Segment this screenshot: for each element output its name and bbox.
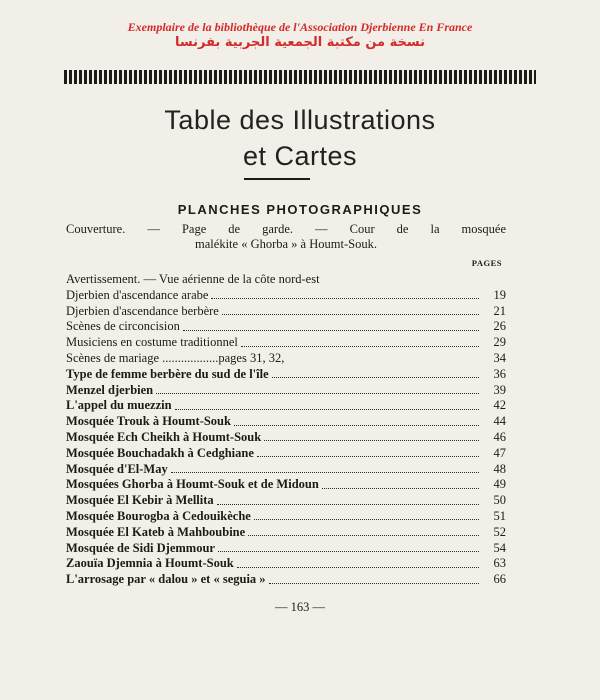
entry-label: Scènes de mariage ..................pages 31, 32, — [66, 350, 285, 365]
list-item — [66, 525, 506, 541]
page-title — [0, 102, 600, 174]
pages-column-label: PAGES — [471, 258, 502, 268]
entry-label: Djerbien d'ascendance berbère — [66, 303, 219, 318]
list-item — [66, 351, 506, 367]
list-item — [66, 319, 506, 335]
entry-label: Zaouïa Djemnia à Houmt-Souk — [66, 556, 234, 571]
dot-leader — [241, 346, 479, 347]
decorative-header-rule — [64, 70, 536, 84]
illustrations-list — [66, 272, 506, 588]
entry-label: L'appel du muezzin — [66, 398, 172, 413]
list-item — [66, 272, 506, 288]
cover-note-line-2: malékite « Ghorba » à Houmt-Souk. — [195, 237, 377, 251]
entry-page: 51 — [493, 508, 506, 523]
dot-leader — [234, 425, 479, 426]
library-watermark-french: Exemplaire de la bibliothèque de l'Association Djerbienne En France — [127, 20, 473, 34]
page-number: — 163 — — [275, 600, 325, 614]
dot-leader — [218, 551, 479, 552]
page-title-line-2: et Cartes — [242, 141, 358, 171]
dot-leader — [217, 504, 479, 505]
dot-leader — [211, 298, 479, 299]
dot-leader — [322, 488, 479, 489]
dot-leader — [264, 440, 479, 441]
entry-label: Mosquée d'El-May — [66, 461, 168, 476]
entry-page: 46 — [493, 429, 506, 444]
entry-label: Mosquée Bouchadakh à Cedghiane — [66, 445, 254, 460]
dot-leader — [272, 377, 479, 378]
dot-leader — [183, 330, 479, 331]
library-watermark-arabic: نسخة من مكتبة الجمعية الجربية بفرنسا — [175, 35, 425, 50]
list-item — [66, 572, 506, 588]
entry-label: L'arrosage par « dalou » et « seguia » — [66, 572, 266, 587]
entry-label: Mosquée de Sidi Djemmour — [66, 540, 215, 555]
cover-note — [66, 222, 506, 252]
entry-page: 52 — [493, 524, 506, 539]
list-item — [66, 367, 506, 383]
list-item — [66, 335, 506, 351]
entry-label: Mosquée El Kebir à Mellita — [66, 493, 214, 508]
entry-page: 19 — [493, 287, 506, 302]
entry-page: 66 — [493, 572, 506, 587]
dot-leader — [175, 409, 479, 410]
list-item — [66, 477, 506, 493]
title-divider — [244, 178, 310, 180]
list-item — [66, 556, 506, 572]
entry-label: Musiciens en costume traditionnel — [66, 335, 238, 350]
entry-label: Menzel djerbien — [66, 382, 154, 397]
entry-page: 39 — [493, 382, 506, 397]
dot-leader — [237, 567, 479, 568]
entry-label: Mosquée Bourogba à Cedouikèche — [66, 508, 251, 523]
section-heading: PLANCHES PHOTOGRAPHIQUES — [177, 202, 423, 217]
entry-page: 44 — [493, 414, 506, 429]
entry-page: 34 — [493, 350, 506, 365]
entry-label: Mosquée El Kateb à Mahboubine — [66, 524, 246, 539]
list-item — [66, 304, 506, 320]
entry-label: Mosquée Trouk à Houmt-Souk — [66, 414, 231, 429]
entry-page: 50 — [493, 493, 506, 508]
entry-label: Djerbien d'ascendance arabe — [66, 287, 209, 302]
dot-leader — [248, 535, 479, 536]
entry-page: 21 — [493, 303, 506, 318]
page-title-line-1: Table des Illustrations — [164, 105, 436, 135]
list-item — [66, 414, 506, 430]
entry-label: Avertissement. — Vue aérienne de la côte nord-est — [66, 272, 320, 286]
entry-page: 54 — [493, 540, 506, 555]
dot-leader — [269, 583, 479, 584]
entry-label: Scènes de circoncision — [66, 319, 180, 334]
list-item — [66, 430, 506, 446]
entry-page: 63 — [493, 556, 506, 571]
list-item — [66, 383, 506, 399]
dot-leader — [171, 472, 479, 473]
list-item — [66, 398, 506, 414]
list-item — [66, 541, 506, 557]
list-item — [66, 509, 506, 525]
dot-leader — [156, 393, 479, 394]
entry-label: Mosquées Ghorba à Houmt-Souk et de Midoun — [66, 477, 319, 492]
dot-leader — [222, 314, 479, 315]
entry-page: 26 — [493, 319, 506, 334]
entry-label: Type de femme berbère du sud de l'île — [66, 366, 269, 381]
entry-page: 42 — [493, 398, 506, 413]
list-item — [66, 288, 506, 304]
list-item — [66, 446, 506, 462]
cover-note-line-1: Couverture. — Page de garde. — Cour de la mosquée — [66, 222, 506, 236]
entry-label: Mosquée Ech Cheikh à Houmt-Souk — [66, 429, 262, 444]
entry-page: 36 — [493, 366, 506, 381]
entry-page: 47 — [493, 445, 506, 460]
dot-leader — [257, 456, 479, 457]
list-item — [66, 493, 506, 509]
dot-leader — [254, 519, 479, 520]
entry-page: 48 — [493, 461, 506, 476]
entry-page: 29 — [493, 335, 506, 350]
entry-page: 49 — [493, 477, 506, 492]
list-item — [66, 462, 506, 478]
